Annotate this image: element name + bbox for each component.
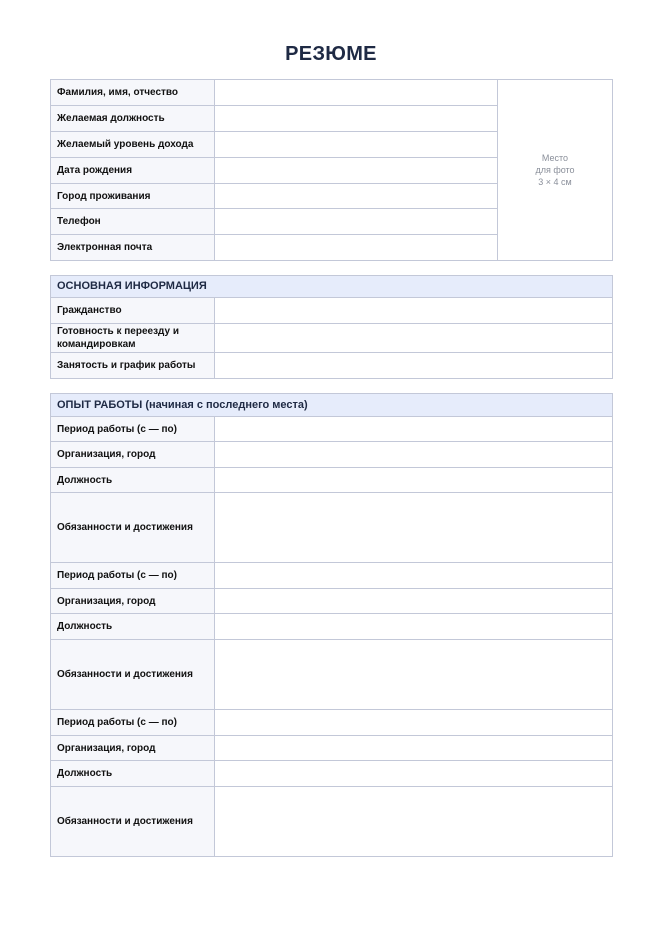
table-row xyxy=(51,710,613,736)
table-row xyxy=(51,589,613,614)
field-label-phone: Телефон xyxy=(51,209,215,235)
field-label-full-name: Фамилия, имя, отчество xyxy=(51,80,215,106)
organization-field[interactable] xyxy=(215,736,613,761)
position-field[interactable] xyxy=(215,468,613,493)
field-label-period: Период работы (с — по) xyxy=(51,563,215,589)
photo-placeholder-text: Место xyxy=(541,153,569,163)
table-row xyxy=(51,614,613,640)
email-field[interactable] xyxy=(215,235,498,261)
table-row xyxy=(51,640,613,710)
field-label-position: Должность xyxy=(51,614,215,640)
table-row xyxy=(51,736,613,761)
birth-date-field[interactable] xyxy=(215,158,498,184)
table-row xyxy=(51,563,613,589)
table-row xyxy=(51,761,613,787)
photo-placeholder-size: 3 × 4 см xyxy=(538,177,572,187)
photo-placeholder-text: для фото xyxy=(535,165,575,175)
section-header-row xyxy=(51,394,613,417)
organization-field[interactable] xyxy=(215,589,613,614)
field-label-period: Период работы (с — по) xyxy=(51,710,215,736)
field-label-desired-income: Желаемый уровень дохода xyxy=(51,132,215,158)
work-experience-table xyxy=(50,393,613,857)
citizenship-field[interactable] xyxy=(215,298,613,324)
period-field[interactable] xyxy=(215,563,613,589)
position-field[interactable] xyxy=(215,614,613,640)
desired-income-field[interactable] xyxy=(215,132,498,158)
section-heading-basic-info: ОСНОВНАЯ ИНФОРМАЦИЯ xyxy=(51,276,613,298)
relocation-field[interactable] xyxy=(215,324,613,353)
field-label-employment: Занятость и график работы xyxy=(51,353,215,379)
organization-field[interactable] xyxy=(215,442,613,468)
field-label-birth-date: Дата рождения xyxy=(51,158,215,184)
table-row xyxy=(51,298,613,324)
duties-field[interactable] xyxy=(215,787,613,857)
position-field[interactable] xyxy=(215,761,613,787)
field-label-duties: Обязанности и достижения xyxy=(51,493,215,563)
section-heading-work-experience: ОПЫТ РАБОТЫ (начиная с последнего места) xyxy=(51,394,613,417)
field-label-duties: Обязанности и достижения xyxy=(51,787,215,857)
period-field[interactable] xyxy=(215,710,613,736)
duties-field[interactable] xyxy=(215,493,613,563)
table-row xyxy=(51,417,613,442)
field-label-organization: Организация, город xyxy=(51,736,215,761)
period-field[interactable] xyxy=(215,417,613,442)
section-header-row xyxy=(51,276,613,298)
field-label-desired-position: Желаемая должность xyxy=(51,106,215,132)
full-name-field[interactable] xyxy=(215,80,498,106)
duties-field[interactable] xyxy=(215,640,613,710)
personal-info-table xyxy=(50,79,613,261)
table-row xyxy=(51,493,613,563)
field-label-duties: Обязанности и достижения xyxy=(51,640,215,710)
city-field[interactable] xyxy=(215,184,498,209)
table-row xyxy=(51,80,613,106)
field-label-position: Должность xyxy=(51,761,215,787)
field-label-position: Должность xyxy=(51,468,215,493)
field-label-citizenship: Гражданство xyxy=(51,298,215,324)
field-label-email: Электронная почта xyxy=(51,235,215,261)
field-label-period: Период работы (с — по) xyxy=(51,417,215,442)
employment-field[interactable] xyxy=(215,353,613,379)
desired-position-field[interactable] xyxy=(215,106,498,132)
table-row xyxy=(51,442,613,468)
table-row xyxy=(51,324,613,353)
table-row xyxy=(51,787,613,857)
field-label-organization: Организация, город xyxy=(51,589,215,614)
field-label-relocation: Готовность к переезду и командировкам xyxy=(51,324,215,353)
table-row xyxy=(51,353,613,379)
photo-placeholder[interactable] xyxy=(498,80,613,261)
page-title: РЕЗЮМЕ xyxy=(285,43,377,65)
phone-field[interactable] xyxy=(215,209,498,235)
field-label-city: Город проживания xyxy=(51,184,215,209)
field-label-organization: Организация, город xyxy=(51,442,215,468)
table-row xyxy=(51,468,613,493)
basic-info-table xyxy=(50,275,613,379)
